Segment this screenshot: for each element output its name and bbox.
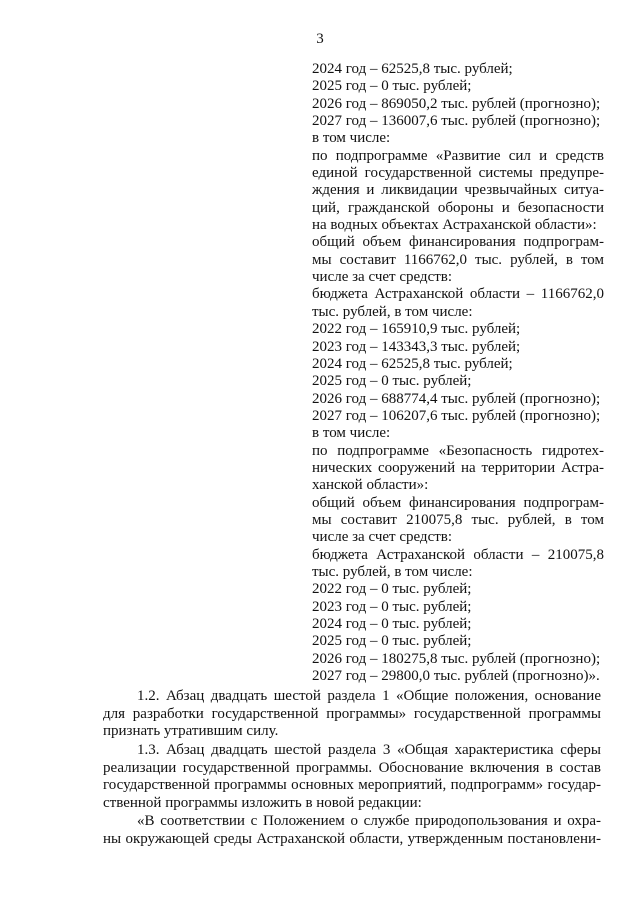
financing-line: 2024 год – 62525,8 тыс. рублей;	[312, 355, 513, 372]
financing-line: 2026 год – 869050,2 тыс. рублей (прогнозно);	[312, 95, 601, 112]
financing-line: 2023 год – 143343,3 тыс. рублей;	[312, 338, 521, 355]
financing-line: тыс. рублей, в том числе:	[312, 303, 473, 320]
paragraph-line: ны окружающей среды Астраханской области, утвержденным постановлени-	[103, 830, 601, 847]
financing-line: бюджета Астраханской области – 210075,8	[312, 546, 604, 563]
financing-line: 2022 год – 165910,9 тыс. рублей;	[312, 321, 521, 338]
financing-line: ждения и ликвидации чрезвычайных ситуа-	[312, 182, 604, 199]
financing-line: в том числе:	[312, 130, 391, 147]
paragraph-line: ственной программы изложить в новой редакции:	[103, 794, 422, 811]
financing-line: бюджета Астраханской области – 1166762,0	[312, 286, 604, 303]
financing-line: ханской области»:	[312, 477, 429, 494]
financing-line: в том числе:	[312, 425, 391, 442]
paragraph-line: государственной программы основных мероприятий, подпрограмм» государ-	[103, 777, 601, 794]
financing-line: 2025 год – 0 тыс. рублей;	[312, 78, 472, 95]
paragraph-1-3	[103, 742, 601, 812]
financing-line: 2027 год – 29800,0 тыс. рублей (прогнозно)».	[312, 668, 600, 685]
financing-line: 2026 год – 688774,4 тыс. рублей (прогнозно);	[312, 390, 601, 407]
financing-line: 2022 год – 0 тыс. рублей;	[312, 581, 472, 598]
financing-line: 2023 год – 0 тыс. рублей;	[312, 598, 472, 615]
financing-line: 2025 год – 0 тыс. рублей;	[312, 373, 472, 390]
paragraph-line: 1.2. Абзац двадцать шестой раздела 1 «Общие положения, основание	[137, 688, 601, 704]
financing-line: мы составит 210075,8 тыс. рублей, в том	[312, 511, 604, 528]
financing-line: мы составит 1166762,0 тыс. рублей, в том	[312, 251, 604, 268]
financing-line: по подпрограмме «Безопасность гидротех-	[312, 442, 604, 459]
financing-line: по подпрограмме «Развитие сил и средств	[312, 147, 604, 164]
paragraph-1-2	[103, 688, 601, 741]
page-number: 3	[316, 31, 324, 47]
financing-line: 2025 год – 0 тыс. рублей;	[312, 633, 472, 650]
financing-line: ций, гражданской обороны и безопасности	[312, 199, 604, 216]
financing-column	[312, 61, 604, 685]
financing-line: числе за счет средств:	[312, 269, 453, 286]
paragraph-line: «В соответствии с Положением о службе природопользования и охра-	[137, 813, 601, 829]
financing-line: на водных объектах Астраханской области»:	[312, 217, 597, 234]
paragraph-line: для разработки государственной программы» государственной программы	[103, 705, 601, 722]
financing-line: 2027 год – 136007,6 тыс. рублей (прогнозно);	[312, 113, 601, 130]
paragraph-line: признать утратившим силу.	[103, 723, 279, 740]
paragraph-line: реализации государственной программы. Обоснование включения в состав	[103, 759, 601, 776]
financing-line: тыс. рублей, в том числе:	[312, 563, 473, 580]
financing-line: 2024 год – 62525,8 тыс. рублей;	[312, 61, 513, 77]
financing-line: единой государственной системы предупре-	[312, 165, 604, 182]
financing-line: 2027 год – 106207,6 тыс. рублей (прогнозно);	[312, 407, 601, 424]
financing-line: 2024 год – 0 тыс. рублей;	[312, 616, 472, 632]
financing-line: числе за счет средств:	[312, 529, 453, 546]
financing-line: нических сооружений на территории Астра-	[312, 459, 604, 476]
paragraph-quote	[103, 813, 601, 848]
financing-line: общий объем финансирования подпрограм-	[312, 234, 604, 251]
financing-line: общий объем финансирования подпрограм-	[312, 494, 604, 511]
financing-line: 2026 год – 180275,8 тыс. рублей (прогнозно);	[312, 650, 601, 667]
paragraph-line: 1.3. Абзац двадцать шестой раздела 3 «Общая характеристика сферы	[137, 742, 601, 758]
